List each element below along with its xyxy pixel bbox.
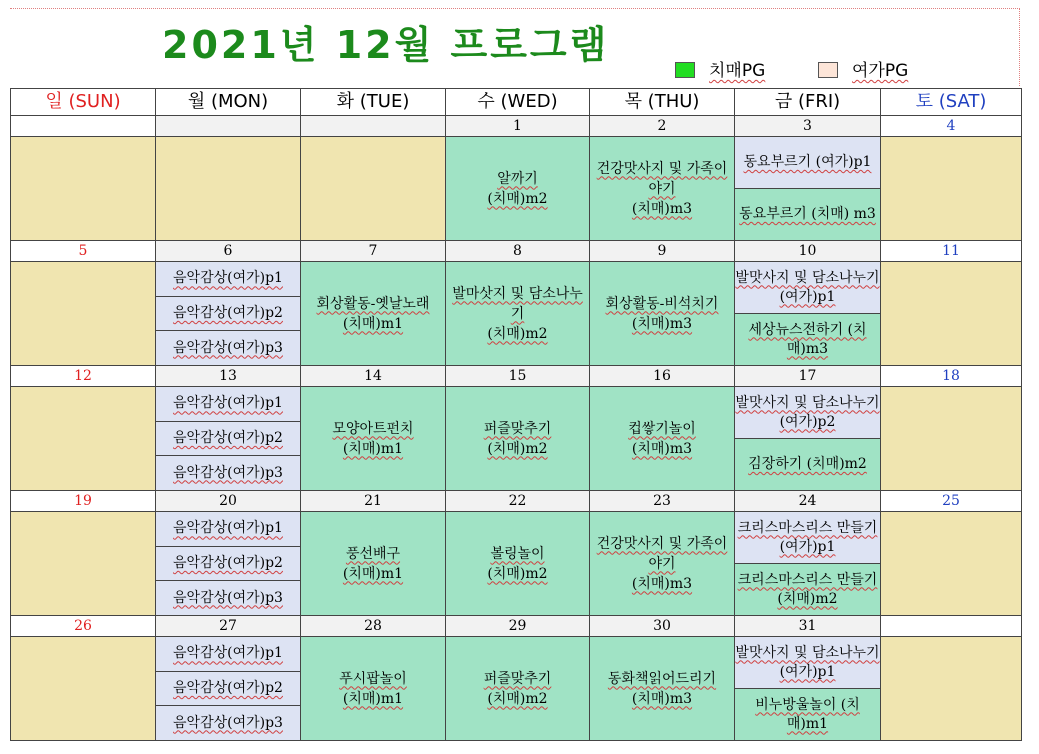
- program-code: (치매)m3: [631, 440, 693, 457]
- sunday-cell: [11, 262, 156, 366]
- program-item-leisure: [156, 580, 300, 615]
- thuday-cell: [590, 262, 735, 366]
- program-code: (치매)m3: [631, 315, 693, 332]
- calendar-table: [10, 88, 1022, 741]
- sunday-cell: [11, 512, 156, 616]
- legend-leisure: [818, 56, 908, 83]
- program-label: 발맛사지 및 담소나누기(여가)p2: [735, 394, 880, 430]
- calendar-weeks: [11, 116, 1022, 741]
- program-item-leisure: [156, 705, 300, 740]
- date-row: [11, 616, 1022, 637]
- saturday-cell: [881, 262, 1022, 366]
- program-title: 건강맛사지 및 가족이야기: [596, 160, 728, 197]
- program-label: 음악감상(여가)p1: [173, 645, 283, 662]
- saturday-cell: [881, 387, 1022, 491]
- program-label: 음악감상(여가)p1: [173, 520, 283, 537]
- monday-cell: [156, 512, 301, 616]
- program-item-leisure: [735, 637, 880, 688]
- date-row: [11, 241, 1022, 262]
- program-item-dementia: [735, 188, 880, 240]
- thuday-cell: [590, 137, 735, 241]
- date-cell: 13: [156, 366, 301, 387]
- program-label: 동요부르기 (치매) m3: [739, 206, 876, 222]
- friday-cell: [735, 137, 881, 241]
- date-cell: 14: [301, 366, 446, 387]
- program-label: 음악감상(여가)p3: [173, 339, 283, 356]
- weekday-thu: 목 (THU): [590, 89, 735, 116]
- friday-cell: [735, 637, 881, 741]
- program-label: 동요부르기 (여가)p1: [743, 154, 872, 170]
- monday-cell: [156, 137, 301, 241]
- date-cell: 4: [881, 116, 1022, 137]
- program-item-leisure: [156, 296, 300, 331]
- program-code: (치매)m2: [487, 565, 548, 582]
- program-label: 음악감상(여가)p2: [173, 680, 283, 696]
- program-label: 김장하기 (치매)m2: [748, 456, 867, 472]
- tueday-cell: [301, 387, 446, 491]
- date-cell: 12: [11, 366, 156, 387]
- sunday-cell: [11, 137, 156, 241]
- program-item-leisure: [156, 421, 300, 456]
- date-cell: 11: [881, 241, 1022, 262]
- program-title: 동화책읽어드리기: [607, 670, 717, 687]
- date-cell: [301, 116, 446, 137]
- date-row: [11, 491, 1022, 512]
- page-title: 2021년 12월 프로그램: [162, 23, 610, 67]
- program-item-leisure: [156, 387, 300, 421]
- program-code: (치매)m1: [342, 565, 404, 582]
- weekday-header-row: [11, 89, 1022, 116]
- date-cell: 27: [156, 616, 301, 637]
- program-item-leisure: [156, 512, 300, 546]
- program-title: 회상활동-비석치기: [605, 295, 719, 312]
- date-cell: 29: [446, 616, 590, 637]
- legend-swatch-leisure: [818, 62, 838, 78]
- program-label: 음악감상(여가)p3: [173, 589, 283, 606]
- program-label: 음악감상(여가)p3: [173, 714, 283, 731]
- weekday-sun: 일 (SUN): [11, 89, 156, 116]
- date-cell: 9: [590, 241, 735, 262]
- program-code: (치매)m1: [342, 315, 404, 332]
- date-cell: 22: [446, 491, 590, 512]
- program-title: 볼링놀이: [490, 545, 545, 562]
- thuday-cell: [590, 637, 735, 741]
- program-code: (치매)m3: [631, 575, 693, 592]
- date-cell: 1: [446, 116, 590, 137]
- program-code: (치매)m1: [342, 440, 404, 457]
- program-title: 퍼즐맞추기: [483, 670, 552, 687]
- program-label: 크리스마스리스 만들기(치매)m2: [737, 571, 878, 607]
- program-code: (치매)m1: [342, 690, 404, 707]
- friday-cell: [735, 262, 881, 366]
- date-cell: 2: [590, 116, 735, 137]
- program-title: 알까기: [497, 170, 538, 187]
- date-cell: 24: [735, 491, 881, 512]
- date-cell: 23: [590, 491, 735, 512]
- tueday-cell: [301, 512, 446, 616]
- program-item-leisure: [735, 262, 880, 313]
- program-label: 음악감상(여가)p2: [173, 555, 283, 571]
- wedday-cell: [446, 137, 590, 241]
- date-cell: 15: [446, 366, 590, 387]
- legend-label-leisure: 여가PG: [852, 61, 909, 81]
- program-title: 푸시팝놀이: [339, 670, 407, 687]
- date-cell: 5: [11, 241, 156, 262]
- wedday-cell: [446, 387, 590, 491]
- date-cell: 19: [11, 491, 156, 512]
- program-title: 컵쌓기놀이: [628, 420, 696, 437]
- wedday-cell: [446, 512, 590, 616]
- program-item-leisure: [156, 455, 300, 490]
- program-label: 음악감상(여가)p2: [173, 430, 283, 446]
- program-label: 음악감상(여가)p1: [173, 270, 283, 287]
- date-cell: 30: [590, 616, 735, 637]
- date-cell: [156, 116, 301, 137]
- program-title: 발마삿지 및 담소나누기: [452, 285, 583, 322]
- date-cell: 21: [301, 491, 446, 512]
- program-title: 회상활동-옛날노래: [316, 295, 430, 312]
- wedday-cell: [446, 637, 590, 741]
- program-label: 음악감상(여가)p2: [173, 305, 283, 321]
- program-item-dementia: [735, 563, 880, 615]
- program-code: (치매)m3: [631, 200, 693, 217]
- program-label: 발맛사지 및 담소나누기(여가)p1: [735, 269, 880, 305]
- weekday-sat: 토 (SAT): [881, 89, 1022, 116]
- thuday-cell: [590, 512, 735, 616]
- program-title: 모양아트펀치: [332, 420, 414, 437]
- date-cell: 3: [735, 116, 881, 137]
- program-code: (치매)m2: [487, 190, 548, 207]
- program-item-leisure: [156, 671, 300, 706]
- program-item-leisure: [156, 330, 300, 365]
- legend-swatch-dementia: [675, 62, 695, 78]
- weekday-mon: 월 (MON): [156, 89, 301, 116]
- program-item-dementia: [735, 313, 880, 365]
- date-cell: [11, 116, 156, 137]
- program-row: [11, 387, 1022, 491]
- tueday-cell: [301, 137, 446, 241]
- program-row: [11, 137, 1022, 241]
- date-cell: 6: [156, 241, 301, 262]
- tueday-cell: [301, 262, 446, 366]
- date-cell: 16: [590, 366, 735, 387]
- program-label: 세상뉴스전하기 (치매)m3: [748, 321, 867, 357]
- legend-dementia: [675, 56, 765, 83]
- weekday-tue: 화 (TUE): [301, 89, 446, 116]
- program-item-leisure: [735, 387, 880, 438]
- program-label: 음악감상(여가)p1: [173, 395, 283, 412]
- program-code: (치매)m3: [631, 690, 693, 707]
- program-item-leisure: [735, 137, 880, 188]
- program-code: (치매)m2: [487, 690, 548, 707]
- program-item-dementia: [735, 438, 880, 490]
- program-item-leisure: [156, 637, 300, 671]
- sunday-cell: [11, 387, 156, 491]
- date-row: [11, 366, 1022, 387]
- program-row: [11, 262, 1022, 366]
- program-item-dementia: [735, 688, 880, 740]
- date-cell: 8: [446, 241, 590, 262]
- date-cell: 31: [735, 616, 881, 637]
- program-item-leisure: [156, 262, 300, 296]
- program-title: 퍼즐맞추기: [483, 420, 552, 437]
- wedday-cell: [446, 262, 590, 366]
- tueday-cell: [301, 637, 446, 741]
- date-cell: 25: [881, 491, 1022, 512]
- program-label: 발맛사지 및 담소나누기(여가)p1: [735, 644, 880, 680]
- sunday-cell: [11, 637, 156, 741]
- weekday-wed: 수 (WED): [446, 89, 590, 116]
- weekday-fri: 금 (FRI): [735, 89, 881, 116]
- monday-cell: [156, 262, 301, 366]
- program-item-leisure: [735, 512, 880, 563]
- date-cell: 20: [156, 491, 301, 512]
- date-cell: [881, 616, 1022, 637]
- program-title: 건강맛사지 및 가족이야기: [596, 535, 728, 572]
- program-label: 크리스마스리스 만들기(여가)p1: [737, 519, 878, 555]
- date-row: [11, 116, 1022, 137]
- program-label: 음악감상(여가)p3: [173, 464, 283, 481]
- date-cell: 26: [11, 616, 156, 637]
- program-code: (치매)m2: [487, 440, 548, 457]
- program-code: (치매)m2: [487, 325, 548, 342]
- program-item-leisure: [156, 546, 300, 581]
- monday-cell: [156, 637, 301, 741]
- saturday-cell: [881, 137, 1022, 241]
- program-label: 비누방울놀이 (치매)m1: [755, 696, 860, 732]
- date-cell: 18: [881, 366, 1022, 387]
- date-cell: 10: [735, 241, 881, 262]
- monday-cell: [156, 387, 301, 491]
- date-cell: 17: [735, 366, 881, 387]
- program-row: [11, 637, 1022, 741]
- friday-cell: [735, 512, 881, 616]
- date-cell: 28: [301, 616, 446, 637]
- saturday-cell: [881, 512, 1022, 616]
- program-title: 풍선배구: [345, 545, 401, 562]
- legend-label-dementia: 치매PG: [709, 61, 766, 81]
- saturday-cell: [881, 637, 1022, 741]
- friday-cell: [735, 387, 881, 491]
- thuday-cell: [590, 387, 735, 491]
- date-cell: 7: [301, 241, 446, 262]
- program-row: [11, 512, 1022, 616]
